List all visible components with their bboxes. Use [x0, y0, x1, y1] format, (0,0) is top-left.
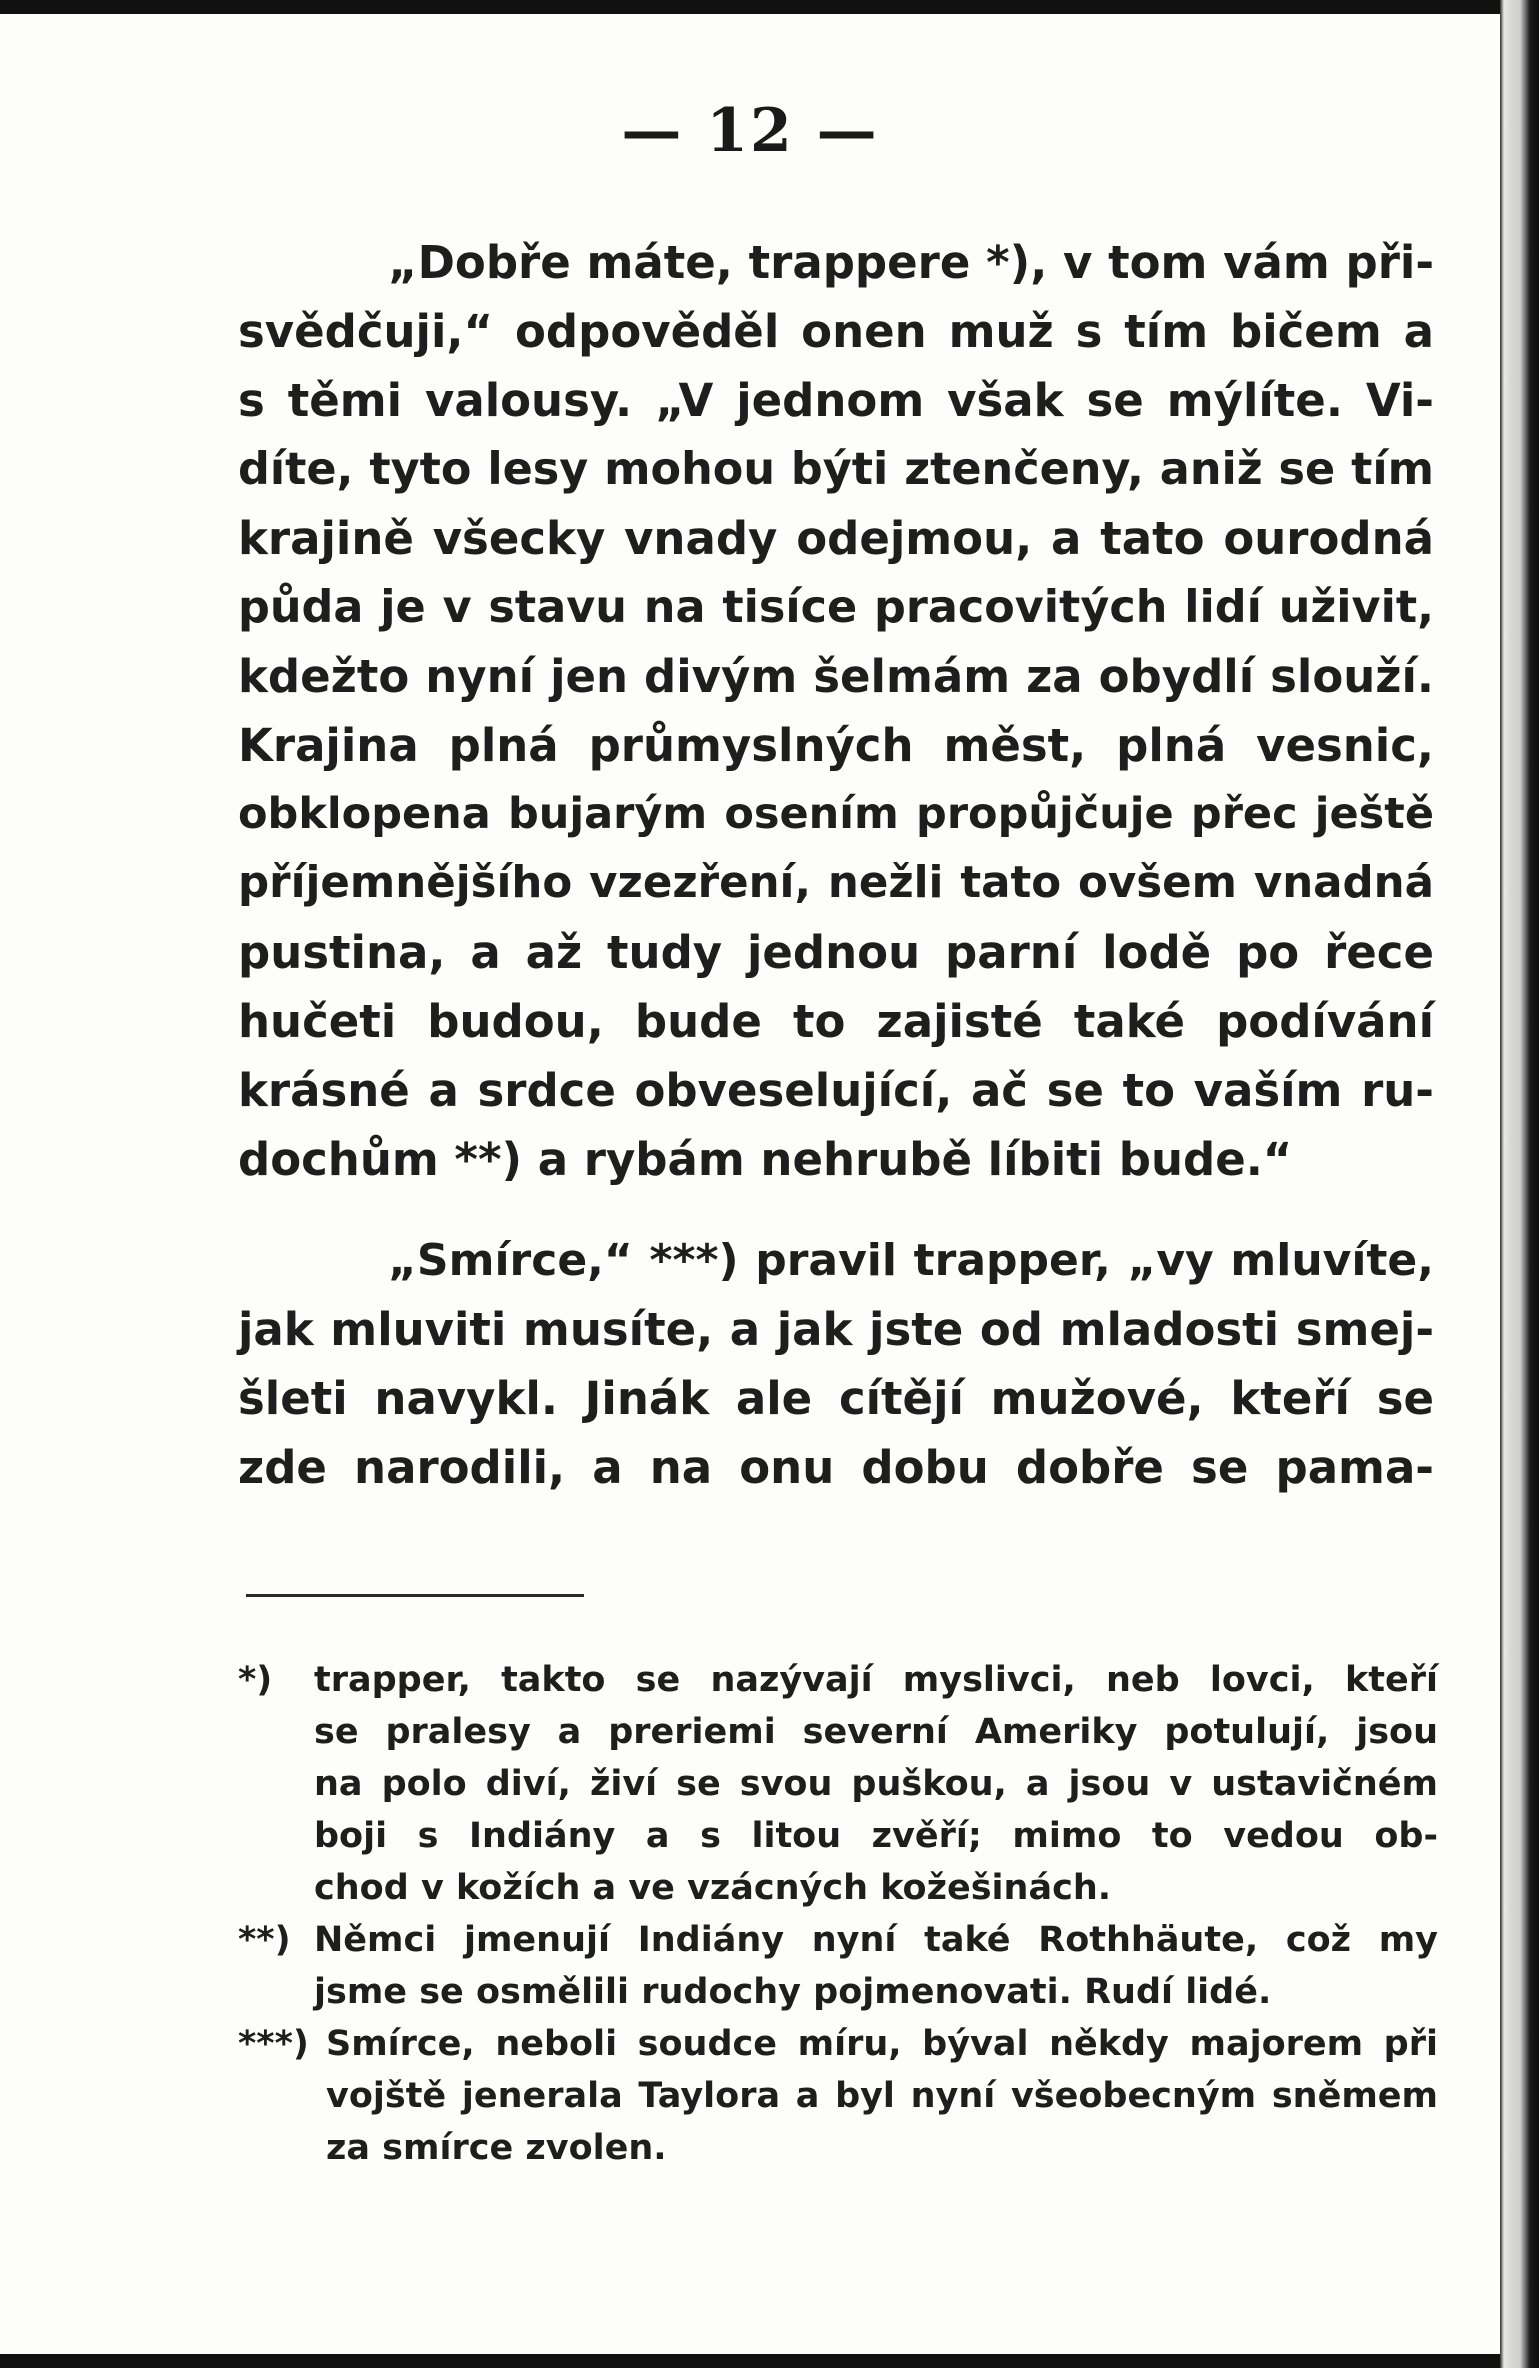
- footnote-line: se pralesy a preriemi severní Ameriky potulují, jsou: [314, 1712, 1438, 1752]
- paragraph-gap: [238, 1194, 1434, 1226]
- text-line: Krajina plná průmyslných měst, plná vesnic,: [238, 719, 1434, 772]
- footnote-line: jsme se osmělili rudochy pojmenovati. Rudí lidé.: [314, 1972, 1272, 2012]
- text-line: „Smírce,“ ***) pravil trapper, „vy mluvíte,: [388, 1235, 1434, 1286]
- text-line: pustina, a až tudy jednou parní lodě po řece: [238, 926, 1434, 979]
- footnote: [238, 1654, 1438, 1914]
- text-line: s těmi valousy. „V jednom však se mýlíte. Vi-: [238, 374, 1434, 427]
- text-line: jak mluviti musíte, a jak jste od mladosti smej-: [238, 1303, 1434, 1356]
- text-line: hučeti budou, bude to zajisté také podívání: [238, 995, 1434, 1048]
- text-line: dochům **) a rybám nehrubě líbiti bude.“: [238, 1133, 1293, 1186]
- footnote-line: na polo diví, živí se svou puškou, a jsou v ustavičném: [314, 1764, 1438, 1804]
- footnote-line: za smírce zvolen.: [326, 2128, 667, 2168]
- text-line: „Dobře máte, trappere *), v tom vám při-: [388, 236, 1434, 289]
- footnote-line: trapper, takto se nazývají myslivci, neb lovci, kteří: [314, 1660, 1438, 1700]
- page-edge: [1500, 0, 1539, 2368]
- footnotes: [238, 1654, 1438, 2174]
- footnote-line: vojště jenerala Taylora a byl nyní všeobecným sněmem: [326, 2076, 1438, 2116]
- text-line: krásné a srdce obveselující, ač se to vaším ru-: [238, 1064, 1434, 1117]
- text-line: kdežto nyní jen divým šelmám za obydlí slouží.: [238, 650, 1434, 703]
- text-line: obklopena bujarým osením propůjčuje přec ještě: [238, 789, 1434, 839]
- footnote: [238, 1914, 1438, 2018]
- footnote-line: Smírce, neboli soudce míru, býval někdy majorem při: [326, 2024, 1438, 2064]
- text-line: zde narodili, a na onu dobu dobře se pama-: [238, 1441, 1434, 1494]
- footnote-line: boji s Indiány a s litou zvěří; mimo to vedou ob-: [314, 1816, 1438, 1856]
- main-text: [238, 228, 1434, 1502]
- footnote-mark: *): [238, 1660, 273, 1700]
- text-line: svědčuji,“ odpověděl onen muž s tím bičem a: [238, 305, 1434, 358]
- text-line: příjemnějšího vzezření, nežli tato ovšem vnadná: [238, 858, 1434, 908]
- footnote-line: Němci jmenují Indiány nyní také Rothhäute, což my: [314, 1920, 1438, 1960]
- text-line: půda je v stavu na tisíce pracovitých lidí uživit,: [238, 582, 1434, 633]
- footnote: [238, 2018, 1438, 2174]
- text-line: šleti navykl. Jinák ale cítějí mužové, kteří se: [238, 1372, 1434, 1425]
- text-line: krajině všecky vnady odejmou, a tato ourodná: [238, 512, 1434, 565]
- footnote-divider: [246, 1594, 584, 1597]
- footnote-mark: ***): [238, 2024, 309, 2064]
- footnote-line: chod v kožích a ve vzácných kožešinách.: [314, 1868, 1112, 1908]
- text-line: díte, tyto lesy mohou býti ztenčeny, aniž se tím: [238, 444, 1434, 495]
- page-number: — 12 —: [621, 96, 879, 166]
- footnote-mark: **): [238, 1920, 291, 1960]
- book-page: [0, 14, 1500, 2354]
